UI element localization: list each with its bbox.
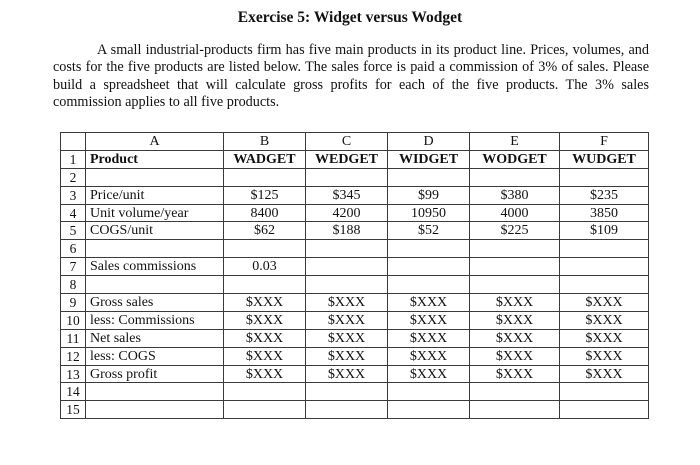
value-cell: $XXX bbox=[224, 347, 306, 365]
value-cell bbox=[306, 401, 388, 419]
row-number: 11 bbox=[61, 329, 86, 347]
value-cell: $XXX bbox=[306, 311, 388, 329]
value-cell bbox=[224, 240, 306, 258]
value-cell: $380 bbox=[470, 186, 560, 204]
row-number: 3 bbox=[61, 186, 86, 204]
product-name-cell: WIDGET bbox=[388, 150, 470, 168]
value-cell: $52 bbox=[388, 222, 470, 240]
sheet-row-12 bbox=[61, 347, 649, 365]
exercise-title: Exercise 5: Widget versus Wodget bbox=[237, 9, 463, 26]
sheet-row-1 bbox=[61, 150, 649, 168]
row-number: 2 bbox=[61, 168, 86, 186]
value-cell bbox=[470, 276, 560, 294]
row-number: 5 bbox=[61, 222, 86, 240]
value-cell: $XXX bbox=[224, 365, 306, 383]
value-cell: 0.03 bbox=[224, 258, 306, 276]
value-cell bbox=[388, 258, 470, 276]
row-number: 7 bbox=[61, 258, 86, 276]
value-cell: 8400 bbox=[224, 204, 306, 222]
row-label-cell bbox=[86, 401, 224, 419]
sheet-row-10 bbox=[61, 311, 649, 329]
value-cell: $62 bbox=[224, 222, 306, 240]
value-cell: $XXX bbox=[560, 365, 649, 383]
value-cell: $XXX bbox=[470, 311, 560, 329]
value-cell: $XXX bbox=[560, 347, 649, 365]
value-cell: $XXX bbox=[224, 294, 306, 312]
value-cell: $99 bbox=[388, 186, 470, 204]
value-cell: $188 bbox=[306, 222, 388, 240]
sheet-row-11 bbox=[61, 329, 649, 347]
value-cell: $XXX bbox=[470, 329, 560, 347]
value-cell bbox=[306, 240, 388, 258]
value-cell bbox=[560, 240, 649, 258]
value-cell: $XXX bbox=[470, 347, 560, 365]
row-label-cell: Net sales bbox=[86, 329, 224, 347]
row-label-cell bbox=[86, 383, 224, 401]
value-cell bbox=[306, 276, 388, 294]
value-cell bbox=[560, 258, 649, 276]
sheet-row-7 bbox=[61, 258, 649, 276]
row-label-cell bbox=[86, 240, 224, 258]
value-cell: 4200 bbox=[306, 204, 388, 222]
sheet-row-14 bbox=[61, 383, 649, 401]
value-cell: 4000 bbox=[470, 204, 560, 222]
value-cell: $XXX bbox=[388, 347, 470, 365]
value-cell bbox=[224, 401, 306, 419]
value-cell: $XXX bbox=[388, 329, 470, 347]
value-cell bbox=[388, 401, 470, 419]
value-cell bbox=[306, 383, 388, 401]
row-number: 10 bbox=[61, 311, 86, 329]
spreadsheet-table bbox=[60, 132, 649, 419]
value-cell: $XXX bbox=[224, 311, 306, 329]
value-cell: 3850 bbox=[560, 204, 649, 222]
value-cell bbox=[470, 383, 560, 401]
row-label-cell: Unit volume/year bbox=[86, 204, 224, 222]
value-cell: $225 bbox=[470, 222, 560, 240]
value-cell: $XXX bbox=[560, 311, 649, 329]
product-name-cell: WUDGET bbox=[560, 150, 649, 168]
value-cell: $345 bbox=[306, 186, 388, 204]
row-number: 15 bbox=[61, 401, 86, 419]
row-label-cell: Gross sales bbox=[86, 294, 224, 312]
column-header-a: A bbox=[86, 133, 224, 151]
value-cell bbox=[560, 383, 649, 401]
value-cell bbox=[560, 401, 649, 419]
row-number: 9 bbox=[61, 294, 86, 312]
product-name-cell: WODGET bbox=[470, 150, 560, 168]
value-cell: $XXX bbox=[388, 311, 470, 329]
value-cell: $XXX bbox=[306, 294, 388, 312]
value-cell bbox=[560, 276, 649, 294]
sheet-row-13 bbox=[61, 365, 649, 383]
value-cell bbox=[388, 168, 470, 186]
value-cell: $235 bbox=[560, 186, 649, 204]
value-cell bbox=[306, 168, 388, 186]
sheet-row-4 bbox=[61, 204, 649, 222]
value-cell: $XXX bbox=[560, 329, 649, 347]
value-cell: $XXX bbox=[470, 365, 560, 383]
column-header-b: B bbox=[224, 133, 306, 151]
value-cell bbox=[470, 401, 560, 419]
column-header-f: F bbox=[560, 133, 649, 151]
value-cell: $XXX bbox=[306, 329, 388, 347]
value-cell bbox=[470, 240, 560, 258]
value-cell: $XXX bbox=[306, 347, 388, 365]
exercise-description: A small industrial-products firm has five main products in its product line. Prices, volumes, and costs for the five products are listed below. The sales force is paid a commission of 3% of sales. Please build a spreadsheet that will calculate gross profits for each of the five products. The 3% sales commission applies to all five products. bbox=[53, 42, 649, 110]
value-cell: 10950 bbox=[388, 204, 470, 222]
value-cell: $XXX bbox=[224, 329, 306, 347]
row-number: 8 bbox=[61, 276, 86, 294]
row-label-cell: Sales commissions bbox=[86, 258, 224, 276]
sheet-row-8 bbox=[61, 276, 649, 294]
row-label-cell: Price/unit bbox=[86, 186, 224, 204]
value-cell bbox=[388, 276, 470, 294]
value-cell bbox=[470, 168, 560, 186]
sheet-row-6 bbox=[61, 240, 649, 258]
value-cell: $XXX bbox=[470, 294, 560, 312]
sheet-row-3 bbox=[61, 186, 649, 204]
value-cell bbox=[560, 168, 649, 186]
value-cell: $125 bbox=[224, 186, 306, 204]
value-cell: $XXX bbox=[388, 365, 470, 383]
value-cell: $109 bbox=[560, 222, 649, 240]
row-number: 14 bbox=[61, 383, 86, 401]
row-label-cell: less: Commissions bbox=[86, 311, 224, 329]
product-name-cell: WADGET bbox=[224, 150, 306, 168]
column-header-e: E bbox=[470, 133, 560, 151]
value-cell bbox=[388, 383, 470, 401]
row-label-cell bbox=[86, 168, 224, 186]
row-label-cell: Gross profit bbox=[86, 365, 224, 383]
row-label-cell: COGS/unit bbox=[86, 222, 224, 240]
value-cell bbox=[388, 240, 470, 258]
sheet-row-15 bbox=[61, 401, 649, 419]
column-header-d: D bbox=[388, 133, 470, 151]
row-number: 4 bbox=[61, 204, 86, 222]
row-label-cell: less: COGS bbox=[86, 347, 224, 365]
value-cell bbox=[224, 168, 306, 186]
value-cell bbox=[306, 258, 388, 276]
row-label-cell bbox=[86, 276, 224, 294]
value-cell bbox=[224, 383, 306, 401]
sheet-row-2 bbox=[61, 168, 649, 186]
value-cell: $XXX bbox=[560, 294, 649, 312]
sheet-row-5 bbox=[61, 222, 649, 240]
column-header-row bbox=[61, 133, 649, 151]
value-cell bbox=[470, 258, 560, 276]
row-number: 6 bbox=[61, 240, 86, 258]
row-number: 13 bbox=[61, 365, 86, 383]
row-number: 1 bbox=[61, 150, 86, 168]
sheet-row-9 bbox=[61, 294, 649, 312]
column-header-c: C bbox=[306, 133, 388, 151]
product-name-cell: WEDGET bbox=[306, 150, 388, 168]
value-cell: $XXX bbox=[388, 294, 470, 312]
value-cell bbox=[224, 276, 306, 294]
value-cell: $XXX bbox=[306, 365, 388, 383]
corner-cell bbox=[61, 133, 86, 151]
row-label-cell: Product bbox=[86, 150, 224, 168]
row-number: 12 bbox=[61, 347, 86, 365]
